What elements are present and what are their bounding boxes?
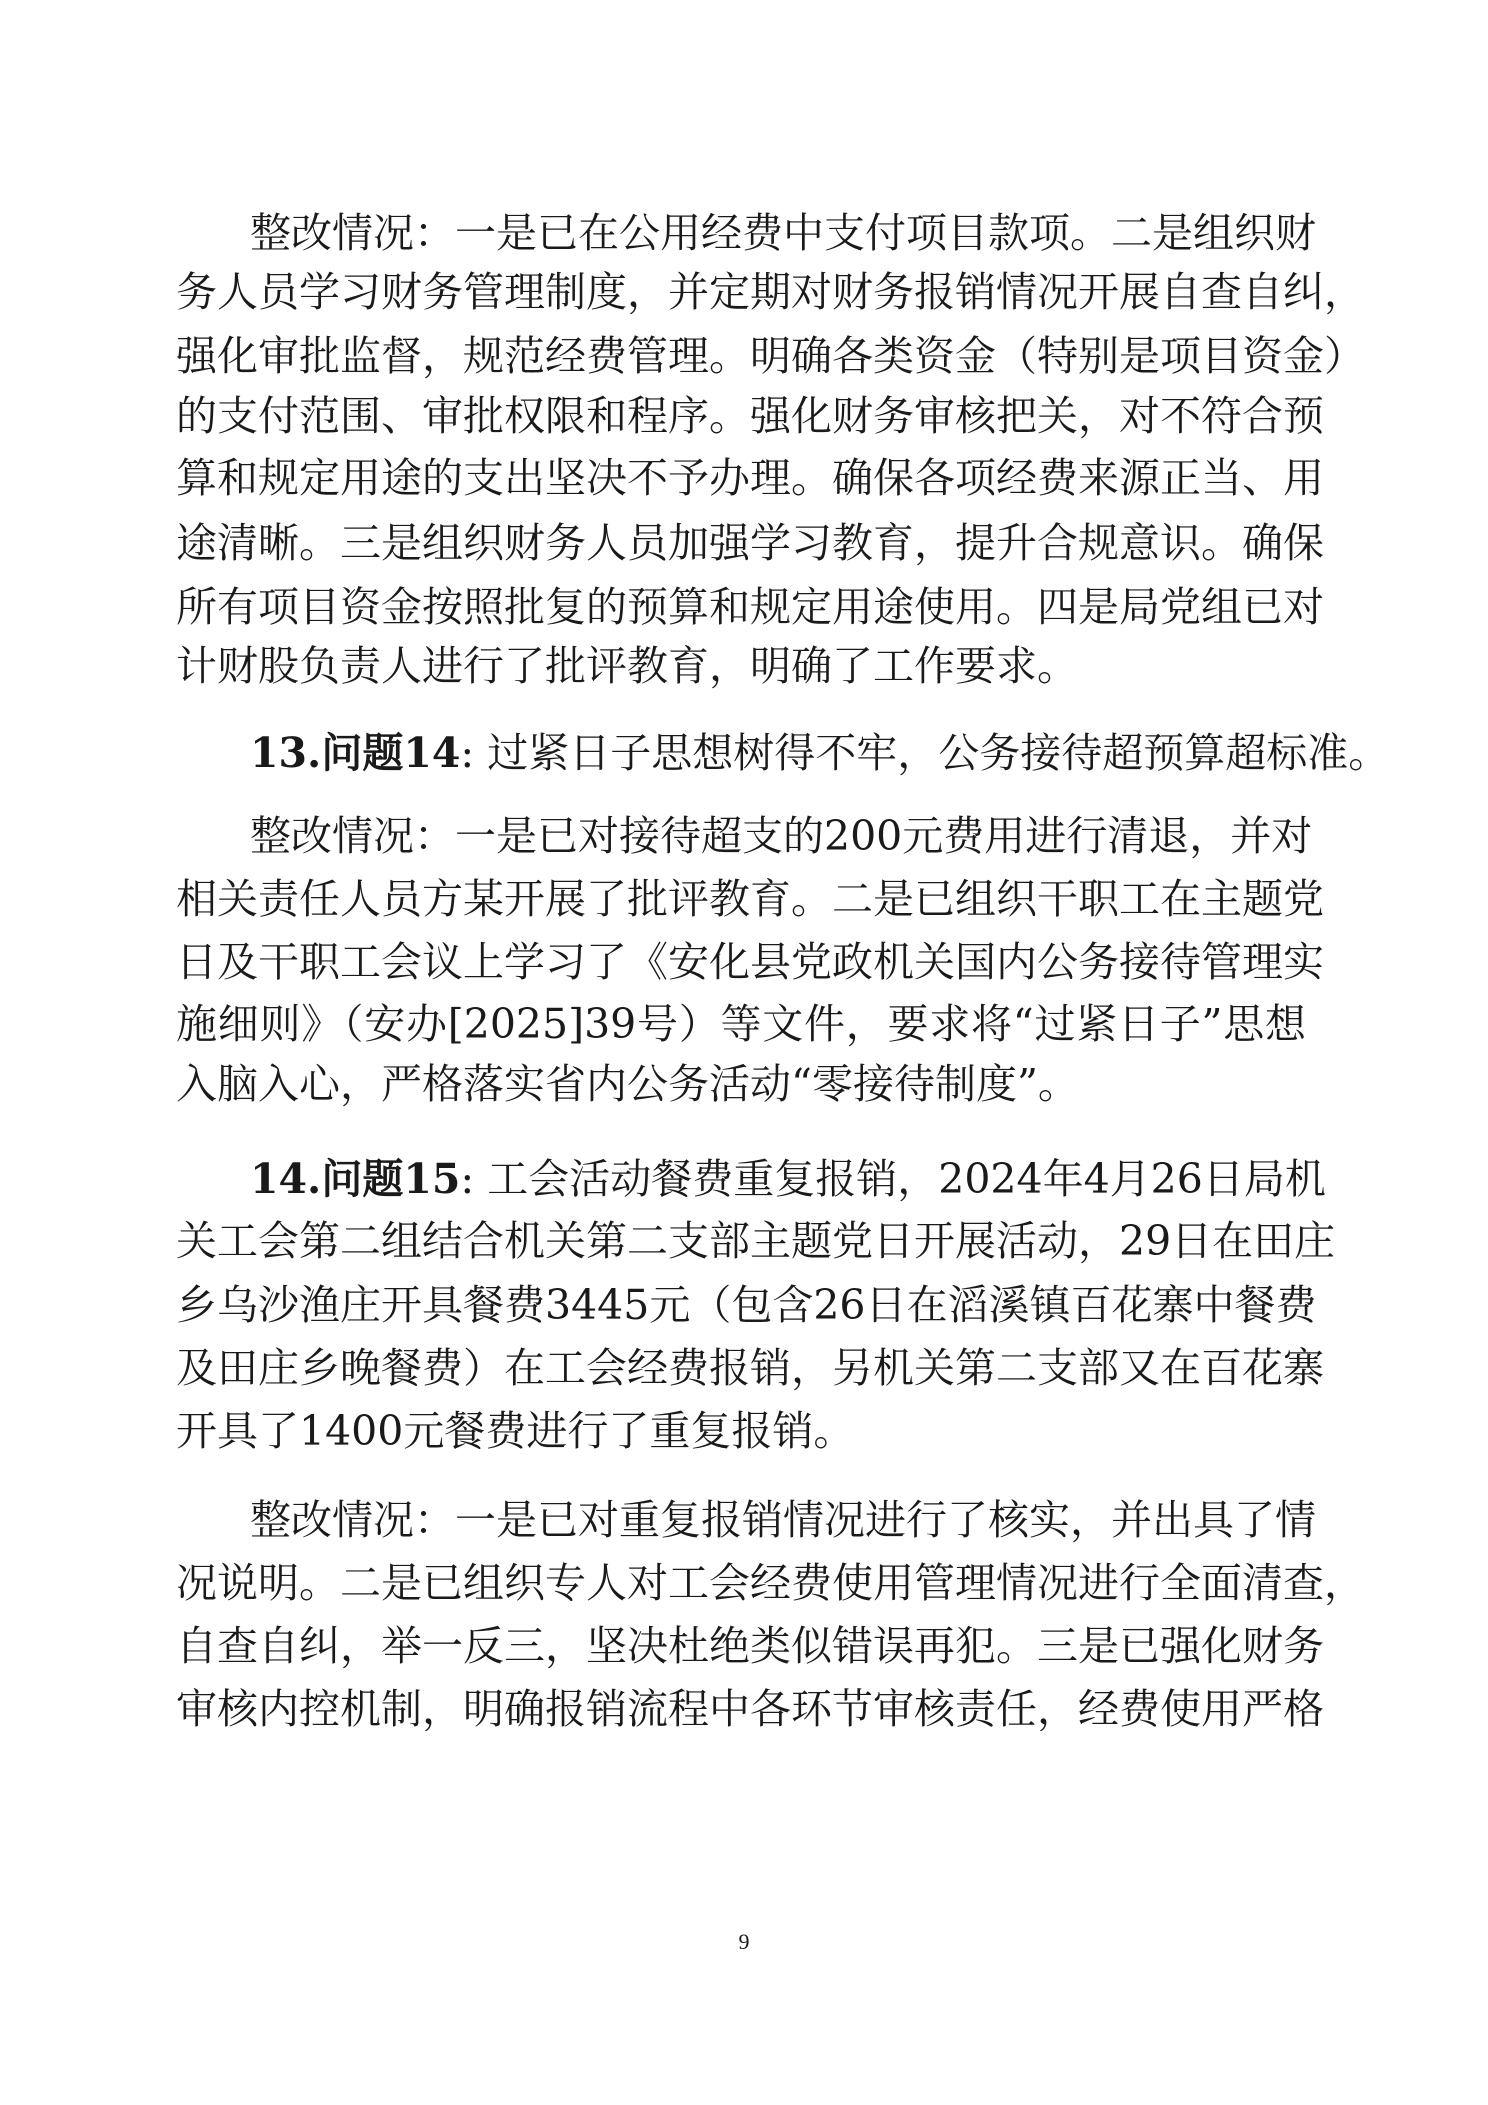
paragraph-line: 自查自纠，举一反三，坚决杜绝类似错误再犯。三是已强化财务: [176, 1622, 1324, 1670]
page-number: 9: [738, 1929, 750, 1954]
paragraph-line: 关工会第二组结合机关第二支部主题党日开展活动，29日在田庄: [176, 1217, 1336, 1265]
issue-number: 14.问题15: [250, 1155, 461, 1203]
paragraph-line: 途清晰。三是组织财务人员加强学习教育，提升合规意识。确保: [176, 519, 1324, 567]
paragraph-line: 入脑入心，严格落实省内公务活动“零接待制度”。: [176, 1060, 1079, 1108]
paragraph-line: 所有项目资金按照批复的预算和规定用途使用。四是局党组已对: [176, 583, 1324, 631]
issue-text: : 过紧日子思想树得不牢，公务接待超预算超标准。: [460, 729, 1390, 777]
paragraph-line: 日及干职工会议上学习了《安化县党政机关国内公务接待管理实: [176, 938, 1324, 986]
paragraph-line: 计财股负责人进行了批评教育，明确了工作要求。: [176, 642, 1078, 690]
issue-number: 13.问题14: [250, 729, 461, 777]
paragraph-line: 审核内控机制，明确报销流程中各环节审核责任，经费使用严格: [176, 1685, 1324, 1733]
paragraph-line: 乡乌沙渔庄开具餐费3445元（包含26日在滔溪镇百花寨中餐费: [176, 1281, 1317, 1329]
paragraph-line: 开具了1400元餐费进行了重复报销。: [176, 1407, 855, 1455]
paragraph-line: 强化审批监督，规范经费管理。明确各类资金（特别是项目资金）: [176, 332, 1365, 380]
paragraph-line: 及田庄乡晚餐费）在工会经费报销，另机关第二支部又在百花寨: [176, 1344, 1324, 1392]
paragraph-line: 的支付范围、审批权限和程序。强化财务审核把关，对不符合预: [176, 392, 1324, 440]
paragraph-line: 算和规定用途的支出坚决不予办理。确保各项经费来源正当、用: [176, 454, 1324, 502]
issue-text: : 工会活动餐费重复报销，2024年4月26日局机: [460, 1155, 1326, 1203]
issue-heading-line: [250, 727, 1390, 779]
paragraph-line: 整改情况：一是已对重复报销情况进行了核实，并出具了情: [250, 1496, 1316, 1544]
paragraph-line: 相关责任人员方某开展了批评教育。二是已组织干职工在主题党: [176, 875, 1324, 923]
paragraph-line: 整改情况：一是已对接待超支的200元费用进行清退，并对: [250, 812, 1313, 860]
issue-heading-line: [250, 1153, 1326, 1205]
paragraph-line: 况说明。二是已组织专人对工会经费使用管理情况进行全面清查，: [176, 1559, 1365, 1607]
paragraph-line: 整改情况：一是已在公用经费中支付项目款项。二是组织财: [250, 209, 1316, 257]
paragraph-line: 施细则》（安办[2025]39号）等文件，要求将“过紧日子”思想: [176, 1000, 1306, 1048]
paragraph-line: 务人员学习财务管理制度，并定期对财务报销情况开展自查自纠，: [176, 268, 1365, 316]
